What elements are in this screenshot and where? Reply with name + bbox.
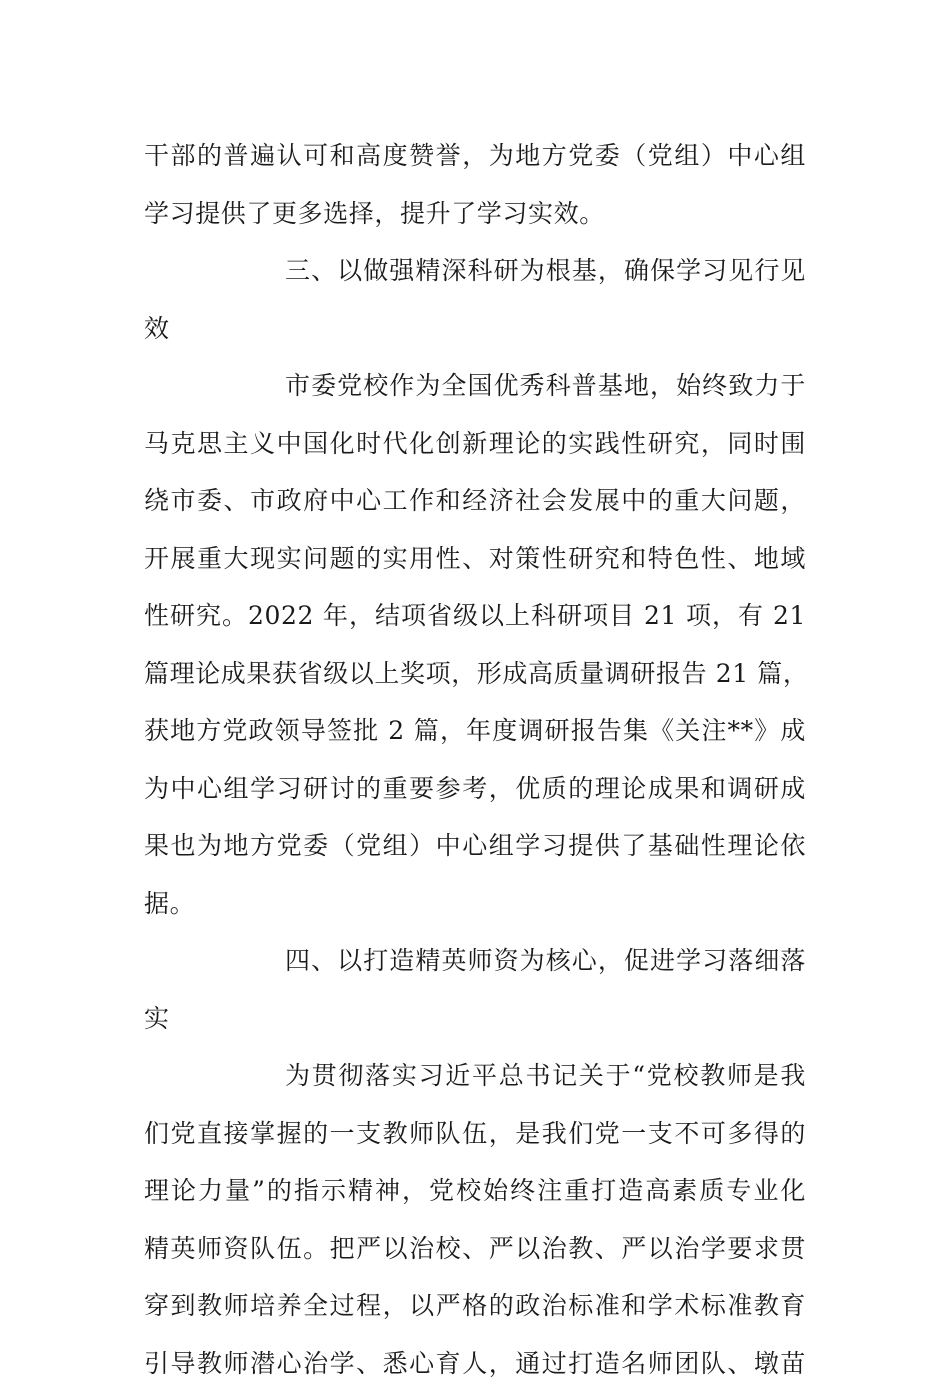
section-heading-4: 四、以打造精英师资为核心，促进学习落细落 (144, 932, 806, 990)
text-line: 引导教师潜心治学、悉心育人，通过打造名师团队、墩苗 (144, 1335, 806, 1392)
body-text (144, 127, 806, 1392)
paragraph-start: 为贯彻落实习近平总书记关于“党校教师是我 (144, 1047, 806, 1105)
text-line: 绕市委、市政府中心工作和经济社会发展中的重大问题， (144, 472, 806, 530)
text-line: 果也为地方党委（党组）中心组学习提供了基础性理论依 (144, 817, 806, 875)
section-heading-3: 三、以做强精深科研为根基，确保学习见行见 (144, 242, 806, 300)
text-line: 开展重大现实问题的实用性、对策性研究和特色性、地域 (144, 530, 806, 588)
text-line: 们党直接掌握的一支教师队伍，是我们党一支不可多得的 (144, 1105, 806, 1163)
text-line: 性研究。2022 年，结项省级以上科研项目 21 项，有 21 (144, 587, 806, 645)
text-line: 干部的普遍认可和高度赞誉，为地方党委（党组）中心组 (144, 127, 806, 185)
text-line: 获地方党政领导签批 2 篇，年度调研报告集《关注**》成 (144, 702, 806, 760)
section-heading-3-cont: 效 (144, 300, 806, 358)
text-line: 为中心组学习研讨的重要参考，优质的理论成果和调研成 (144, 760, 806, 818)
text-line: 学习提供了更多选择，提升了学习实效。 (144, 185, 806, 243)
text-line: 篇理论成果获省级以上奖项，形成高质量调研报告 21 篇， (144, 645, 806, 703)
text-line: 穿到教师培养全过程，以严格的政治标准和学术标准教育 (144, 1277, 806, 1335)
text-line: 马克思主义中国化时代化创新理论的实践性研究，同时围 (144, 415, 806, 473)
text-line: 理论力量”的指示精神，党校始终注重打造高素质专业化 (144, 1162, 806, 1220)
text-line: 精英师资队伍。把严以治校、严以治教、严以治学要求贯 (144, 1220, 806, 1278)
paragraph-start: 市委党校作为全国优秀科普基地，始终致力于 (144, 357, 806, 415)
text-line: 据。 (144, 875, 806, 933)
section-heading-4-cont: 实 (144, 990, 806, 1048)
